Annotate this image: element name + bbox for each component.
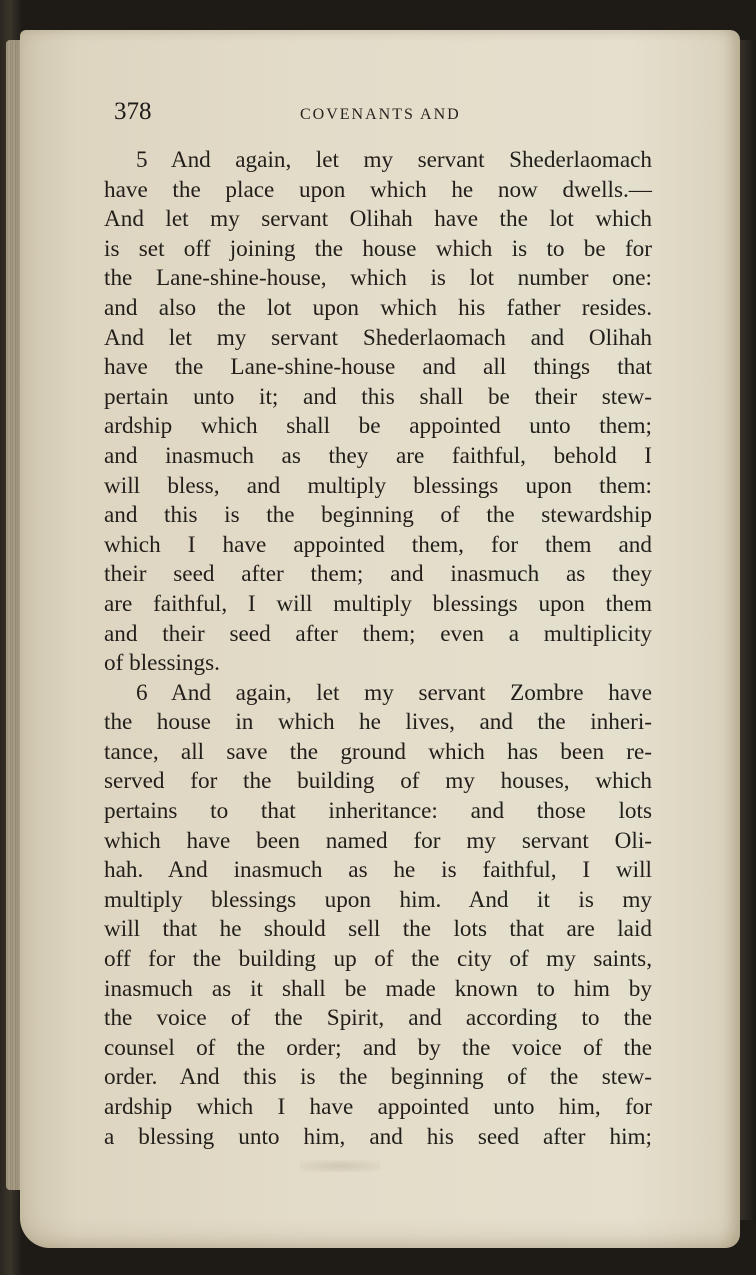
page-number: 378 bbox=[114, 98, 152, 125]
text-line: have the place upon which he now dwells.— bbox=[104, 176, 652, 203]
ink-smudge bbox=[300, 1160, 380, 1172]
text-line: which have been named for my servant Oli- bbox=[104, 827, 652, 854]
page-header bbox=[114, 98, 634, 138]
binding-shadow bbox=[738, 40, 756, 1220]
text-line: 5 And again, let my servant Shederlaomach bbox=[136, 147, 652, 173]
text-line: pertain unto it; and this shall be their stew- bbox=[104, 383, 652, 410]
text-line: will bless, and multiply blessings upon them: bbox=[104, 472, 652, 499]
text-line: inasmuch as it shall be made known to him by bbox=[104, 975, 652, 1002]
body-text bbox=[104, 146, 652, 1152]
text-line: hah. And inasmuch as he is faithful, I will bbox=[104, 857, 652, 884]
text-line: counsel of the order; and by the voice of the bbox=[104, 1034, 652, 1061]
text-line: ardship which shall be appointed unto them; bbox=[104, 413, 652, 440]
text-line: the Lane-shine-house, which is lot number one: bbox=[104, 265, 652, 292]
text-line: which I have appointed them, for them and bbox=[104, 531, 652, 558]
text-line: pertains to that inheritance: and those lots bbox=[104, 798, 652, 825]
text-line: ardship which I have appointed unto him, for bbox=[104, 1094, 652, 1120]
running-head: COVENANTS AND bbox=[300, 106, 461, 123]
text-line: and this is the beginning of the stewardship bbox=[104, 502, 652, 529]
text-line: order. And this is the beginning of the stew- bbox=[104, 1064, 652, 1091]
text-line: the house in which he lives, and the inheri- bbox=[104, 709, 652, 736]
text-line: off for the building up of the city of my saints, bbox=[104, 946, 652, 973]
text-line: a blessing unto him, and his seed after him; bbox=[104, 1123, 652, 1150]
text-line: the voice of the Spirit, and according to the bbox=[104, 1005, 652, 1032]
text-line: 6 And again, let my servant Zombre have bbox=[136, 679, 652, 706]
text-line: tance, all save the ground which has been re- bbox=[104, 738, 652, 765]
text-line: And let my servant Shederlaomach and Olihah bbox=[104, 324, 652, 351]
text-line: and their seed after them; even a multiplicity bbox=[104, 620, 652, 647]
text-line: And let my servant Olihah have the lot which bbox=[104, 206, 652, 233]
text-line: of blessings. bbox=[104, 650, 220, 677]
text-line: have the Lane-shine-house and all things that bbox=[104, 354, 652, 381]
text-line: is set off joining the house which is to be for bbox=[104, 235, 652, 262]
text-line: their seed after them; and inasmuch as they bbox=[104, 561, 652, 588]
text-line: multiply blessings upon him. And it is my bbox=[104, 886, 652, 913]
text-line: served for the building of my houses, which bbox=[104, 768, 652, 795]
text-line: will that he should sell the lots that are laid bbox=[104, 916, 652, 943]
text-line: are faithful, I will multiply blessings upon them bbox=[104, 590, 652, 617]
text-line: and inasmuch as they are faithful, behold I bbox=[104, 442, 652, 469]
text-line: and also the lot upon which his father resides. bbox=[104, 294, 652, 321]
